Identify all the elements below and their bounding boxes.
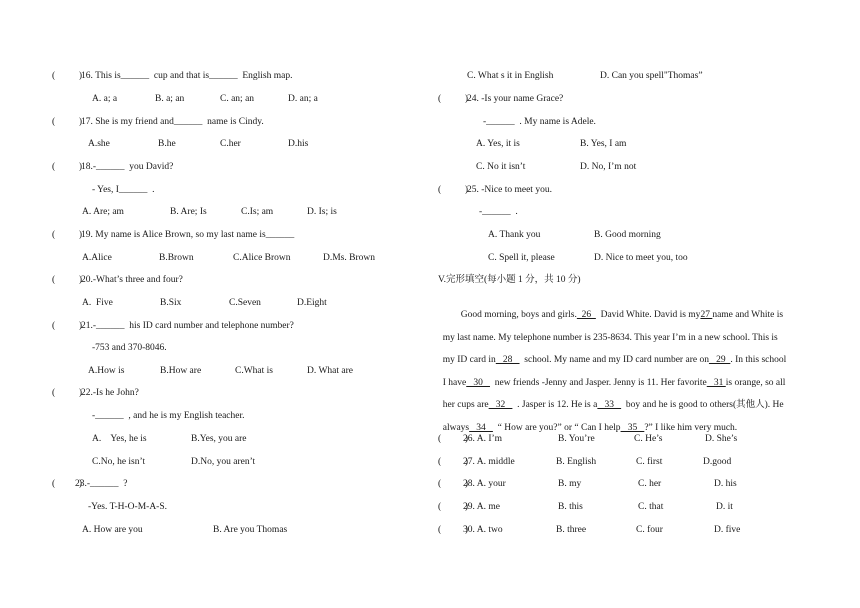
q19-opt-c: C.Alice Brown: [233, 253, 291, 263]
cloze-27-d: D.good: [703, 457, 732, 467]
cloze-27-c: C. first: [636, 457, 663, 467]
blank-34: 34: [469, 423, 493, 433]
q22-paren: ( ): [52, 388, 83, 398]
q25-opt-c: C. Spell it, please: [488, 253, 555, 263]
passage-line-1: Good morning, boys and girls. 26 David White. David is my27 name and White is: [460, 310, 784, 320]
blank-32: 32: [488, 400, 513, 410]
q20-opt-d: D.Eight: [297, 298, 327, 308]
blank-26: 26: [576, 310, 596, 320]
q25-opt-d: D. Nice to meet you, too: [594, 253, 688, 263]
passage-line-2: my last name. My telephone number is 235-8634. This year I’m in a new school. This is: [442, 333, 778, 343]
q23-opt-a: A. How are you: [82, 525, 143, 535]
cloze-28-b: B. my: [558, 479, 582, 489]
cloze-26-a: 26. A. I’m: [463, 434, 503, 444]
q23-paren: ( ): [52, 479, 83, 489]
q25-opt-b: B. Good morning: [594, 230, 661, 240]
q16-paren: ( ): [52, 71, 83, 81]
q19-opt-b: B.Brown: [159, 253, 194, 263]
blank-35: 35: [620, 423, 645, 433]
q24-opt-b: B. Yes, I am: [580, 139, 627, 149]
q22-opt-a: A. Yes, he is: [92, 434, 147, 444]
cloze-30-c: C. four: [636, 525, 663, 535]
q25-paren: ( ): [438, 185, 469, 195]
blank-27: 27: [700, 310, 713, 320]
q18-opt-b: B. Are; Is: [170, 207, 207, 217]
q23-stem: 23.-______ ?: [75, 479, 128, 489]
cloze-28-d: D. his: [714, 479, 737, 489]
q18-opt-d: D. Is; is: [307, 207, 337, 217]
q24-stem: 24. -Is your name Grace?: [467, 94, 564, 104]
q17-stem: 17. She is my friend and______ name is Cindy.: [81, 117, 264, 127]
q21-opt-c: C.What is: [235, 366, 273, 376]
q22-sub: -______ , and he is my English teacher.: [92, 411, 245, 421]
blank-28: 28: [495, 355, 520, 365]
q22-stem: 22.-Is he John?: [81, 388, 139, 398]
q20-opt-b: B.Six: [160, 298, 182, 308]
q16-opt-a: A. a; a: [92, 94, 118, 104]
blank-31: 31: [706, 378, 726, 388]
q19-stem: 19. My name is Alice Brown, so my last name is______: [81, 230, 295, 240]
cloze-29-a: 29. A. me: [463, 502, 500, 512]
cloze-26-c: C. He’s: [634, 434, 663, 444]
q19-paren: ( ): [52, 230, 83, 240]
cloze-30-a: 30. A. two: [463, 525, 503, 535]
q21-opt-b: B.How are: [160, 366, 202, 376]
passage-line-4: I have 30 new friends -Jenny and Jasper. Jenny is 11. Her favorite 31 is orange, so all: [442, 378, 786, 388]
q19-opt-d: D.Ms. Brown: [323, 253, 375, 263]
q17-opt-b: B.he: [158, 139, 176, 149]
q24-opt-c: C. No it isn’t: [476, 162, 526, 172]
passage-line-6: always 34 “ How are you?” or “ Can I help 35 ?” I like him very much.: [442, 423, 738, 433]
q24-paren: ( ): [438, 94, 469, 104]
q17-opt-a: A.she: [88, 139, 110, 149]
blank-30: 30: [466, 378, 490, 388]
q18-paren: ( ): [52, 162, 83, 172]
cloze-29-paren: ( ): [438, 502, 469, 512]
q19-opt-a: A.Alice: [82, 253, 112, 263]
q16-opt-c: C. an; an: [220, 94, 255, 104]
q23-opt-c: C. What s it in English: [467, 71, 554, 81]
q25-stem: 25. -Nice to meet you.: [467, 185, 552, 195]
q20-paren: ( ): [52, 275, 83, 285]
cloze-28-c: C. her: [638, 479, 662, 489]
q22-opt-b: B.Yes, you are: [191, 434, 247, 444]
q21-sub: -753 and 370-8046.: [92, 343, 167, 353]
blank-29: 29: [708, 355, 731, 365]
q21-opt-a: A.How is: [88, 366, 125, 376]
q17-paren: ( ): [52, 117, 83, 127]
cloze-29-b: B. this: [558, 502, 583, 512]
q18-stem: 18.-______ you David?: [81, 162, 174, 172]
q24-opt-a: A. Yes, it is: [476, 139, 520, 149]
cloze-28-paren: ( ): [438, 479, 469, 489]
cloze-26-paren: ( ): [438, 434, 469, 444]
q24-opt-d: D. No, I’m not: [580, 162, 637, 172]
q18-sub: - Yes, I______ .: [92, 185, 155, 195]
cloze-29-c: C. that: [638, 502, 664, 512]
q23-sub: -Yes. T-H-O-M-A-S.: [88, 502, 168, 512]
passage-line-3: my ID card in 28 school. My name and my ID card number are on 29 . In this school: [442, 355, 787, 365]
cloze-30-b: B. three: [556, 525, 587, 535]
q20-opt-c: C.Seven: [229, 298, 261, 308]
cloze-30-d: D. five: [714, 525, 741, 535]
q25-opt-a: A. Thank you: [488, 230, 541, 240]
q16-opt-d: D. an; a: [288, 94, 318, 104]
q16-stem: 16. This is______ cup and that is______ English map.: [81, 71, 293, 81]
cloze-27-a: 27. A. middle: [463, 457, 515, 467]
q23-opt-d: D. Can you spell"Thomas”: [600, 71, 703, 81]
q22-opt-d: D.No, you aren’t: [191, 457, 256, 467]
q24-sub: -______ . My name is Adele.: [483, 117, 596, 127]
passage-line-5: her cups are 32 . Jasper is 12. He is a 33 boy and he is good to others(其他人). He: [442, 400, 784, 410]
cloze-27-b: B. English: [556, 457, 597, 467]
cloze-29-d: D. it: [716, 502, 733, 512]
q22-opt-c: C.No, he isn’t: [92, 457, 146, 467]
cloze-27-paren: ( ): [438, 457, 469, 467]
q25-sub: -______ .: [479, 207, 518, 217]
q21-opt-d: D. What are: [307, 366, 353, 376]
q17-opt-c: C.her: [220, 139, 241, 149]
cloze-30-paren: ( ): [438, 525, 469, 535]
cloze-28-a: 28. A. your: [463, 479, 506, 489]
q21-stem: 21.-______ his ID card number and telephone number?: [81, 321, 294, 331]
cloze-26-d: D. She’s: [705, 434, 738, 444]
cloze-26-b: B. You’re: [558, 434, 595, 444]
q18-opt-c: C.Is; am: [241, 207, 274, 217]
section-title: V.完形填空(每小题 1 分，共 10 分): [438, 275, 581, 285]
q18-opt-a: A. Are; am: [82, 207, 124, 217]
q17-opt-d: D.his: [288, 139, 309, 149]
blank-33: 33: [597, 400, 622, 410]
q20-opt-a: A. Five: [82, 298, 113, 308]
q16-opt-b: B. a; an: [155, 94, 185, 104]
q20-stem: 20.-What’s three and four?: [81, 275, 183, 285]
q23-opt-b: B. Are you Thomas: [213, 525, 288, 535]
q21-paren: ( ): [52, 321, 83, 331]
